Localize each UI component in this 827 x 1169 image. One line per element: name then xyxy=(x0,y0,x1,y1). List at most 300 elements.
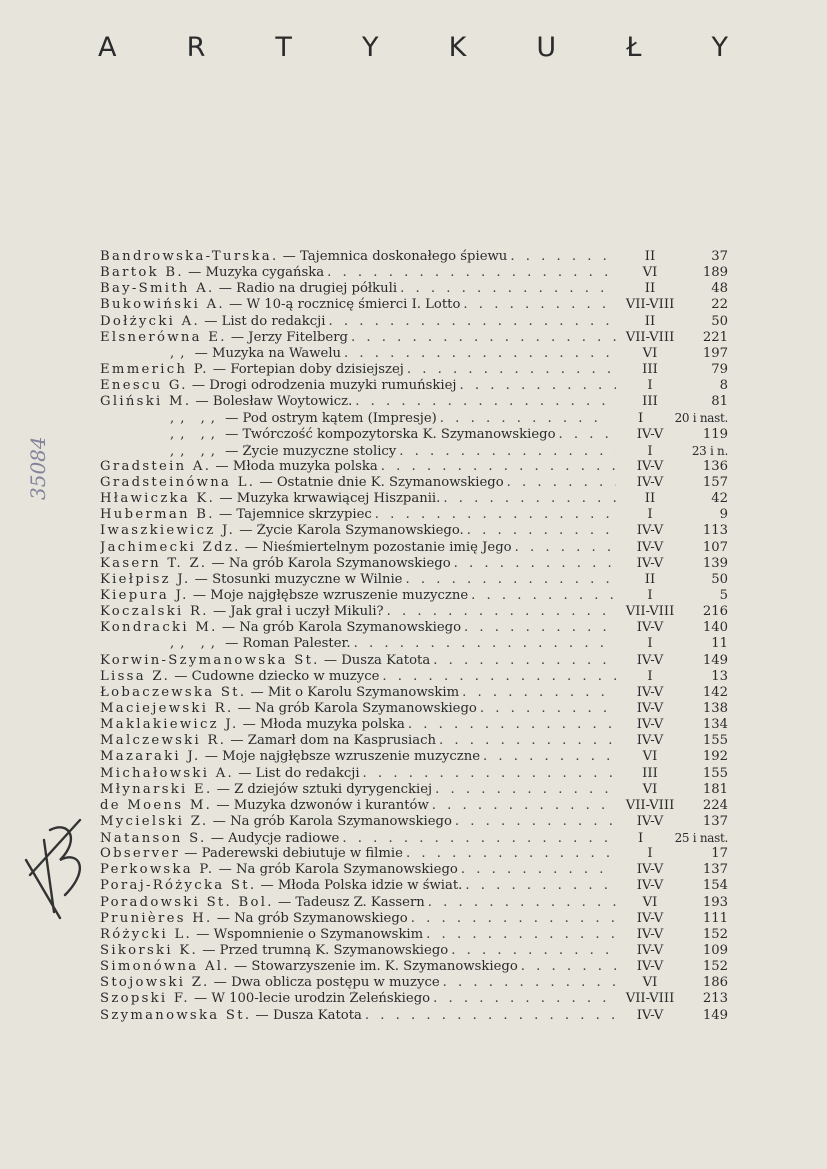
index-entry xyxy=(100,669,728,685)
entry-author: ,, ,, xyxy=(170,411,221,427)
entry-text: Szymanowska St. — Dusza Katota xyxy=(100,1007,362,1023)
entry-volume: II xyxy=(644,281,656,297)
index-entry xyxy=(100,830,728,846)
entry-text: Bukowiński A. — W 10-ą rocznicę śmierci I. Lotto xyxy=(100,297,461,313)
index-entry xyxy=(100,701,728,717)
entry-author: Maciejewski R. xyxy=(100,700,234,716)
entry-volume: IV-V xyxy=(636,862,664,878)
entry-text: ,, ,, — Pod ostrym kątem (Impresje) xyxy=(100,411,437,426)
entry-title: Dwa oblicza postępu w muzyce xyxy=(231,975,440,991)
entry-page: 154 xyxy=(702,878,728,894)
entry-title: Muzyka krwawiącej Hiszpanii. xyxy=(236,491,441,507)
entry-title: Fortepian doby dzisiejszej xyxy=(230,361,404,377)
entry-text: Iwaszkiewicz J. — Życie Karola Szymanowskiego. xyxy=(100,523,464,539)
entry-page: 213 xyxy=(702,991,728,1007)
entry-text: Dołżycki A. — List do redakcji xyxy=(100,313,326,329)
leader-dots xyxy=(396,444,616,459)
entry-page: 37 xyxy=(711,249,728,264)
entry-volume: I xyxy=(647,507,653,523)
entry-volume: IV-V xyxy=(636,523,664,539)
entry-volume: IV-V xyxy=(636,620,664,636)
entry-text: Bay-Smith A. — Radio na drugiej półkuli xyxy=(100,281,398,297)
entry-page: 149 xyxy=(702,1007,728,1023)
index-entry xyxy=(100,1008,728,1024)
entry-author: ,, ,, xyxy=(170,636,221,652)
index-entry xyxy=(100,556,728,572)
entry-title: Na grób Szymanowskiego xyxy=(234,910,408,926)
entry-page: 221 xyxy=(702,329,728,345)
entry-page: 50 xyxy=(711,571,728,587)
leader-dots xyxy=(408,911,616,927)
entry-text: Poraj-Różycka St. — Młoda Polska idzie w świat. xyxy=(100,878,463,894)
leader-dots xyxy=(440,491,616,507)
entry-title: Ostatnie dnie K. Szymanowskiego xyxy=(276,474,504,490)
entry-text: Observer — Paderewski debiutuje w filmie xyxy=(100,846,403,862)
entry-title: W 100-lecie urodzin Żeleńskiego xyxy=(211,991,431,1007)
entry-title: Tajemnice skrzypiec xyxy=(236,507,372,523)
entry-author: Koczalski R. xyxy=(100,604,209,620)
entry-volume: IV-V xyxy=(636,458,664,474)
leader-dots xyxy=(451,556,616,572)
entry-text: Emmerich P. — Fortepian doby dzisiejszej xyxy=(100,361,404,377)
leader-dots xyxy=(477,701,616,717)
index-entry xyxy=(100,878,728,894)
entry-title: Tajemnica doskonałego śpiewu xyxy=(300,249,508,264)
leader-dots xyxy=(339,831,606,846)
entry-title: Młoda muzyka polska xyxy=(260,717,405,733)
entry-text: ,, ,, — Roman Palester. xyxy=(100,636,351,652)
entry-text: Enescu G. — Drogi odrodzenia muzyki rumuńskiej xyxy=(100,378,457,394)
entry-title: Na grób Karola Szymanowskiego xyxy=(228,555,451,571)
entry-title: List do redakcji xyxy=(221,313,326,329)
leader-dots xyxy=(437,411,607,426)
entry-text: Prunières H. — Na grób Szymanowskiego xyxy=(100,910,408,926)
entry-page: 157 xyxy=(702,474,728,490)
leader-dots xyxy=(405,717,616,733)
leader-dots xyxy=(397,281,616,297)
leader-dots xyxy=(512,540,616,556)
entry-text: Poradowski St. Bol. — Tadeusz Z. Kassern xyxy=(100,894,425,910)
entry-page: 149 xyxy=(702,652,728,668)
entry-volume: III xyxy=(642,765,658,781)
entry-text: Jachimecki Zdz. — Nieśmiertelnym pozostanie imię Jego xyxy=(100,539,512,555)
index-entry xyxy=(100,330,728,346)
entry-page: 5 xyxy=(719,587,728,603)
index-entry xyxy=(100,378,728,394)
leader-dots xyxy=(452,814,616,830)
entry-author: Mazaraki J. xyxy=(100,749,201,765)
entry-author: Perkowska P. xyxy=(100,862,215,878)
entry-page: 155 xyxy=(702,733,728,749)
entry-volume: II xyxy=(644,571,656,587)
entry-volume: II xyxy=(644,491,656,507)
entry-page: 113 xyxy=(702,523,728,539)
entry-volume: VII-VIII xyxy=(625,329,675,345)
entry-title: Jerzy Fitelberg xyxy=(248,329,348,345)
entry-title: Mit o Karolu Szymanowskim xyxy=(267,684,460,700)
leader-dots xyxy=(556,427,616,443)
entry-volume: I xyxy=(637,831,644,847)
entry-author: Łobaczewska St. xyxy=(100,684,247,700)
title-letter: A xyxy=(98,32,117,63)
entry-author: Lissa Z. xyxy=(100,668,171,684)
entry-volume: I xyxy=(637,411,644,427)
title-letter: R xyxy=(186,32,206,63)
entry-text: de Moens M. — Muzyka dzwonów i kurantów xyxy=(100,797,429,813)
entry-title: Życie muzyczne stolicy xyxy=(242,443,397,459)
entry-volume: IV-V xyxy=(636,539,664,555)
entry-page: 13 xyxy=(711,668,728,684)
entry-title: Dusza Katota xyxy=(272,1007,362,1023)
entry-volume: I xyxy=(647,378,653,394)
entry-title: Życie Karola Szymanowskiego. xyxy=(256,523,464,539)
entry-volume: VI xyxy=(642,749,658,765)
entry-volume: VI xyxy=(642,781,658,797)
leader-dots xyxy=(425,895,616,911)
entry-text: Łobaczewska St. — Mit o Karolu Szymanowskim xyxy=(100,684,460,700)
entry-author: Kiełpisz J. xyxy=(100,571,191,587)
entry-author: Sikorski K. xyxy=(100,943,198,959)
entry-author: Iwaszkiewicz J. xyxy=(100,523,236,539)
entry-title: Przed trumną K. Szymanowskiego xyxy=(219,943,449,959)
leader-dots xyxy=(351,636,616,652)
entry-volume: I xyxy=(647,668,653,684)
entry-text: Młynarski E. — Z dziejów sztuki dyrygenckiej xyxy=(100,781,433,797)
entry-title: Muzyka cygańska xyxy=(205,265,325,281)
index-entry xyxy=(100,911,728,927)
index-entry xyxy=(100,943,728,959)
entry-page: 48 xyxy=(711,281,728,297)
entry-volume: VII-VIII xyxy=(625,797,675,813)
index-entry xyxy=(100,636,728,652)
title-letter: K xyxy=(448,32,467,63)
entry-author: ,, xyxy=(170,345,191,361)
entry-text: Simonówna Al. — Stowarzyszenie im. K. Szymanowskiego xyxy=(100,959,518,975)
entry-author: Bandrowska-Turska. xyxy=(100,249,279,264)
entry-page: 224 xyxy=(702,797,728,813)
leader-dots xyxy=(436,733,616,749)
entry-title: Cudowne dziecko w muzyce xyxy=(191,668,380,684)
entry-page: 42 xyxy=(711,491,728,507)
entry-title: Roman Palester. xyxy=(242,636,351,652)
entry-author: Malczewski R. xyxy=(100,733,227,749)
entry-author: Prunières H. xyxy=(100,910,213,926)
entry-page: 22 xyxy=(711,297,728,313)
index-entry xyxy=(100,749,728,765)
index-entry xyxy=(100,653,728,669)
articles-index xyxy=(100,249,728,1024)
entry-text: Gliński M. — Bolesław Woytowicz. xyxy=(100,394,353,410)
entry-title: Drogi odrodzenia muzyki rumuńskiej xyxy=(209,378,457,394)
entry-page: 140 xyxy=(702,620,728,636)
entry-text: Perkowska P. — Na grób Karola Szymanowskiego xyxy=(100,862,458,878)
index-entry xyxy=(100,523,728,539)
entry-text: Kondracki M. — Na grób Karola Szymanowskiego xyxy=(100,620,462,636)
leader-dots xyxy=(341,346,616,362)
leader-dots xyxy=(430,991,616,1007)
index-entry xyxy=(100,297,728,313)
index-entry xyxy=(100,798,728,814)
entry-page: 181 xyxy=(702,781,728,797)
entry-title: Na grób Karola Szymanowskiego xyxy=(239,620,462,636)
leader-dots xyxy=(360,766,616,782)
entry-text: Maciejewski R. — Na grób Karola Szymanowskiego xyxy=(100,700,477,716)
entry-volume: IV-V xyxy=(636,700,664,716)
entry-author: Jachimecki Zdz. xyxy=(100,539,241,555)
leader-dots xyxy=(468,588,616,604)
entry-volume: VII-VIII xyxy=(625,297,675,313)
entry-page: 189 xyxy=(702,265,728,281)
index-entry xyxy=(100,927,728,943)
index-entry xyxy=(100,443,728,459)
entry-author: Maklakiewicz J. xyxy=(100,717,239,733)
index-entry xyxy=(100,814,728,830)
index-entry xyxy=(100,782,728,798)
entry-title: Nieśmiertelnym pozostanie imię Jego xyxy=(262,539,512,555)
index-entry xyxy=(100,846,728,862)
leader-dots xyxy=(461,620,616,636)
entry-author: Kondracki M. xyxy=(100,620,218,636)
entry-text: Bartok B. — Muzyka cygańska xyxy=(100,265,325,281)
entry-volume: I xyxy=(647,443,653,459)
entry-title: Młoda Polska idzie w świat. xyxy=(277,878,463,894)
leader-dots xyxy=(352,394,616,410)
entry-title: Jak grał i uczył Mikuli? xyxy=(230,604,384,620)
entry-title: Paderewski debiutuje w filmie xyxy=(201,846,403,862)
entry-text: Różycki L. — Wspomnienie o Szymanowskim xyxy=(100,926,424,942)
entry-page: 192 xyxy=(702,749,728,765)
entry-author: Enescu G. xyxy=(100,378,188,394)
entry-title: Dusza Katota xyxy=(341,652,431,668)
entry-page: 139 xyxy=(702,555,728,571)
entry-page: 111 xyxy=(702,910,728,926)
entry-page: 137 xyxy=(702,813,728,829)
entry-author: Hławiczka K. xyxy=(100,491,216,507)
index-entry xyxy=(100,507,728,523)
entry-volume: VI xyxy=(642,894,658,910)
index-entry xyxy=(100,975,728,991)
index-entry xyxy=(100,475,728,491)
entry-volume: III xyxy=(642,394,658,410)
entry-title: Na grób Karola Szymanowskiego xyxy=(236,862,458,878)
index-entry xyxy=(100,620,728,636)
entry-volume: II xyxy=(644,249,656,264)
index-entry xyxy=(100,281,728,297)
title-letter: Y xyxy=(711,32,728,63)
entry-title: W 10-ą rocznicę śmierci I. Lotto xyxy=(246,297,461,313)
entry-author: ,, ,, xyxy=(170,426,221,442)
entry-author: Dołżycki A. xyxy=(100,313,200,329)
entry-volume: I xyxy=(647,846,653,862)
entry-text: Kiepura J. — Moje najgłębsze wzruszenie muzyczne xyxy=(100,587,469,603)
entry-page: 20 i nast. xyxy=(674,411,728,426)
entry-page: 142 xyxy=(702,684,728,700)
leader-dots xyxy=(403,846,616,862)
entry-volume: VI xyxy=(642,265,658,281)
leader-dots xyxy=(448,943,616,959)
entry-author: Młynarski E. xyxy=(100,781,213,797)
entry-author: Huberman B. xyxy=(100,507,215,523)
entry-author: Mycielski Z. xyxy=(100,813,209,829)
leader-dots xyxy=(460,297,616,313)
entry-page: 138 xyxy=(702,700,728,716)
leader-dots xyxy=(480,749,616,765)
entry-text: Kiełpisz J. — Stosunki muzyczne w Wilnie xyxy=(100,571,403,587)
entry-author: Szopski F. xyxy=(100,991,190,1007)
entry-page: 152 xyxy=(702,959,728,975)
entry-page: 79 xyxy=(711,361,728,377)
leader-dots xyxy=(432,782,616,798)
leader-dots xyxy=(378,459,616,475)
entry-page: 8 xyxy=(719,378,728,394)
leader-dots xyxy=(507,249,616,265)
entry-text: ,, ,, — Życie muzyczne stolicy xyxy=(100,444,396,459)
entry-text: Maklakiewicz J. — Młoda muzyka polska xyxy=(100,717,405,733)
leader-dots xyxy=(457,378,616,394)
entry-page: 25 i nast. xyxy=(674,831,728,846)
entry-volume: IV-V xyxy=(636,555,664,571)
entry-title: Zamarł dom na Kasprusiach xyxy=(247,733,437,749)
entry-page: 50 xyxy=(711,313,728,329)
leader-dots xyxy=(404,362,616,378)
entry-page: 197 xyxy=(702,345,728,361)
entry-author: Gradstein A. xyxy=(100,458,212,474)
entry-text: Mycielski Z. — Na grób Karola Szymanowskiego xyxy=(100,813,452,829)
entry-author: Bartok B. xyxy=(100,265,184,281)
index-entry xyxy=(100,717,728,733)
entry-page: 107 xyxy=(702,539,728,555)
entry-volume: VII-VIII xyxy=(625,604,675,620)
entry-volume: IV-V xyxy=(636,943,664,959)
handwritten-margin-note: 35084 xyxy=(26,436,50,500)
entry-title: Moje najgłębsze wzruszenie muzyczne xyxy=(222,749,481,765)
entry-page: 9 xyxy=(719,507,728,523)
leader-dots xyxy=(462,878,616,894)
entry-page: 119 xyxy=(702,426,728,442)
entry-page: 186 xyxy=(702,975,728,991)
entry-author: Kiepura J. xyxy=(100,587,189,603)
entry-text: Stojowski Z. — Dwa oblicza postępu w muzyce xyxy=(100,975,440,991)
entry-page: 17 xyxy=(711,846,728,862)
index-entry xyxy=(100,959,728,975)
entry-title: Audycje radiowe xyxy=(228,831,340,847)
leader-dots xyxy=(504,475,616,491)
leader-dots xyxy=(324,265,616,281)
entry-text: Natanson S. — Audycje radiowe xyxy=(100,831,340,847)
entry-page: 136 xyxy=(702,458,728,474)
entry-title: Muzyka dzwonów i kurantów xyxy=(233,797,429,813)
index-entry xyxy=(100,604,728,620)
entry-text: Lissa Z. — Cudowne dziecko w muzyce xyxy=(100,668,380,684)
entry-text: Sikorski K. — Przed trumną K. Szymanowskiego xyxy=(100,943,449,959)
entry-title: Tadeusz Z. Kassern xyxy=(295,894,425,910)
entry-author: Observer xyxy=(100,846,181,862)
index-entry xyxy=(100,265,728,281)
entry-text: Mazaraki J. — Moje najgłębsze wzruszenie muzyczne xyxy=(100,749,481,765)
entry-volume: VI xyxy=(642,975,658,991)
entry-author: Emmerich P. xyxy=(100,361,209,377)
entry-author: Simonówna Al. xyxy=(100,959,230,975)
entry-title: Twórczość kompozytorska K. Szymanowskiego xyxy=(242,426,556,442)
title-letter: T xyxy=(275,32,292,63)
index-entry xyxy=(100,459,728,475)
index-entry xyxy=(100,991,728,1007)
index-entry xyxy=(100,540,728,556)
index-entry xyxy=(100,314,728,330)
entry-author: Gradsteinówna L. xyxy=(100,474,256,490)
entry-text: Szopski F. — W 100-lecie urodzin Żeleńskiego xyxy=(100,991,431,1007)
leader-dots xyxy=(430,653,616,669)
entry-title: Z dziejów sztuki dyrygenckiej xyxy=(234,781,433,797)
leader-dots xyxy=(459,685,616,701)
entry-page: 193 xyxy=(702,894,728,910)
entry-author: Kasern T. Z. xyxy=(100,555,208,571)
leader-dots xyxy=(402,572,616,588)
entry-author: Bukowiński A. xyxy=(100,297,225,313)
entry-title: Pod ostrym kątem (Impresje) xyxy=(242,411,437,427)
entry-volume: II xyxy=(644,313,656,329)
entry-author: Poradowski St. Bol. xyxy=(100,894,274,910)
page-title xyxy=(98,32,728,63)
entry-volume: IV-V xyxy=(636,652,664,668)
title-letter: U xyxy=(536,32,557,63)
entry-title: Radio na drugiej półkuli xyxy=(236,281,398,297)
entry-author: Poraj-Różycka St. xyxy=(100,878,257,894)
index-entry xyxy=(100,394,728,410)
entry-volume: IV-V xyxy=(636,474,664,490)
entry-page: 23 i n. xyxy=(691,443,728,458)
entry-volume: IV-V xyxy=(636,910,664,926)
entry-author: Stojowski Z. xyxy=(100,975,210,991)
index-entry xyxy=(100,427,728,443)
index-entry xyxy=(100,249,728,265)
entry-volume: I xyxy=(647,636,653,652)
entry-author: Elsnerówna E. xyxy=(100,329,227,345)
title-letter: Ł xyxy=(626,32,642,63)
entry-volume: IV-V xyxy=(636,878,664,894)
entry-author: Gliński M. xyxy=(100,394,192,410)
entry-page: 137 xyxy=(702,862,728,878)
leader-dots xyxy=(458,862,616,878)
entry-volume: IV-V xyxy=(636,733,664,749)
entry-title: Bolesław Woytowicz. xyxy=(212,394,353,410)
index-entry xyxy=(100,766,728,782)
entry-page: 81 xyxy=(711,394,728,410)
leader-dots xyxy=(348,330,616,346)
leader-dots xyxy=(325,314,616,330)
entry-title: Na grób Karola Szymanowskiego xyxy=(255,700,477,716)
entry-volume: IV-V xyxy=(636,959,664,975)
entry-page: 11 xyxy=(711,636,728,652)
entry-author: Bay-Smith A. xyxy=(100,281,215,297)
entry-text: Bandrowska-Turska. — Tajemnica doskonałego śpiewu xyxy=(100,249,508,264)
entry-author: de Moens M. xyxy=(100,797,213,813)
entry-volume: IV-V xyxy=(636,717,664,733)
leader-dots xyxy=(384,604,616,620)
entry-author: Michałowski A. xyxy=(100,765,235,781)
entry-author: Korwin-Szymanowska St. xyxy=(100,652,320,668)
entry-text: Gradsteinówna L. — Ostatnie dnie K. Szymanowskiego xyxy=(100,474,504,490)
entry-text: Gradstein A. — Młoda muzyka polska xyxy=(100,458,378,474)
title-letter: Y xyxy=(361,32,379,63)
entry-text: Elsnerówna E. — Jerzy Fitelberg xyxy=(100,329,348,345)
index-entry xyxy=(100,491,728,507)
entry-title: Na grób Karola Szymanowskiego xyxy=(230,813,452,829)
handwritten-signature xyxy=(20,800,90,920)
entry-volume: IV-V xyxy=(636,1007,664,1023)
leader-dots xyxy=(464,523,616,539)
entry-title: Muzyka na Wawelu xyxy=(211,345,342,361)
